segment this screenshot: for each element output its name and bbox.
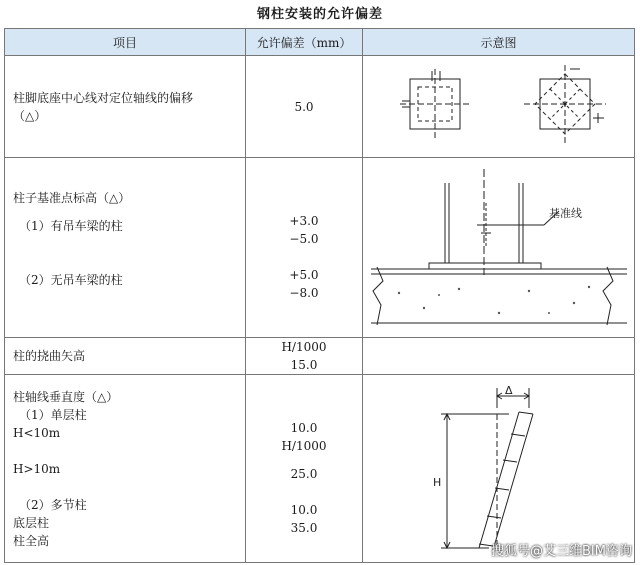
item-cell xyxy=(5,56,246,158)
tolerance-value: H/1000 xyxy=(281,340,327,354)
tolerance-value: +5.0 xyxy=(289,267,319,282)
table-row xyxy=(5,56,635,158)
tolerance-value: 25.0 xyxy=(290,466,318,481)
tolerance-cell xyxy=(246,375,363,563)
verticality-diagram xyxy=(369,384,629,554)
height-label: H xyxy=(432,475,441,489)
base-offset-diagram xyxy=(374,61,624,153)
page-title: 钢柱安装的允许偏差 xyxy=(256,7,383,22)
table-row xyxy=(5,338,635,375)
item-text: 柱的挠曲矢高 xyxy=(13,349,86,363)
item-text: 柱轴线垂直度（△） xyxy=(13,389,119,404)
header-tolerance: 允许偏差（mm） xyxy=(246,29,363,56)
tolerance-value: 15.0 xyxy=(290,358,318,372)
diagram-cell xyxy=(363,56,635,158)
item-text: （2）多节柱 xyxy=(19,497,87,512)
item-text: （1）单层柱 xyxy=(19,407,87,422)
header-row xyxy=(5,29,635,56)
table-row xyxy=(5,375,635,563)
tolerance-cell xyxy=(246,56,363,158)
header-item: 项目 xyxy=(5,29,246,56)
tolerance-value: −8.0 xyxy=(289,285,319,300)
tolerance-cell xyxy=(246,338,363,375)
item-text: 柱全高 xyxy=(13,533,50,548)
item-text: （△） xyxy=(13,108,47,123)
table-row xyxy=(5,158,635,338)
datum-line-label: 基准线 xyxy=(548,206,582,220)
tolerance-value: +3.0 xyxy=(289,213,319,228)
item-cell xyxy=(5,375,246,563)
tolerance-cell xyxy=(246,158,363,338)
item-text: H>10m xyxy=(13,461,61,476)
tolerance-value: H/1000 xyxy=(281,438,327,453)
tolerance-value: 10.0 xyxy=(290,420,318,435)
diagram-cell xyxy=(363,338,635,375)
item-cell xyxy=(5,338,246,375)
item-text: （2）无吊车梁的柱 xyxy=(19,272,123,287)
tolerance-value: 5.0 xyxy=(294,99,314,114)
diagram-cell xyxy=(363,158,635,338)
delta-label: Δ xyxy=(504,383,513,397)
item-cell xyxy=(5,158,246,338)
tolerance-value: −5.0 xyxy=(289,231,319,246)
header-diagram: 示意图 xyxy=(363,29,635,56)
item-text: 底层柱 xyxy=(13,515,50,530)
elevation-diagram xyxy=(369,163,629,333)
tolerance-value: 35.0 xyxy=(290,520,318,535)
watermark: 搜狐号@艾三维BIM咨询 xyxy=(491,544,632,559)
item-text: 柱子基准点标高（△） xyxy=(13,190,131,205)
diagram-cell xyxy=(363,375,635,563)
item-text: 柱脚底座中心线对定位轴线的偏移 xyxy=(13,90,194,105)
item-text: （1）有吊车梁的柱 xyxy=(19,218,123,233)
tolerance-table xyxy=(4,28,635,563)
tolerance-value: 10.0 xyxy=(290,502,318,517)
item-text: H<10m xyxy=(13,425,61,440)
